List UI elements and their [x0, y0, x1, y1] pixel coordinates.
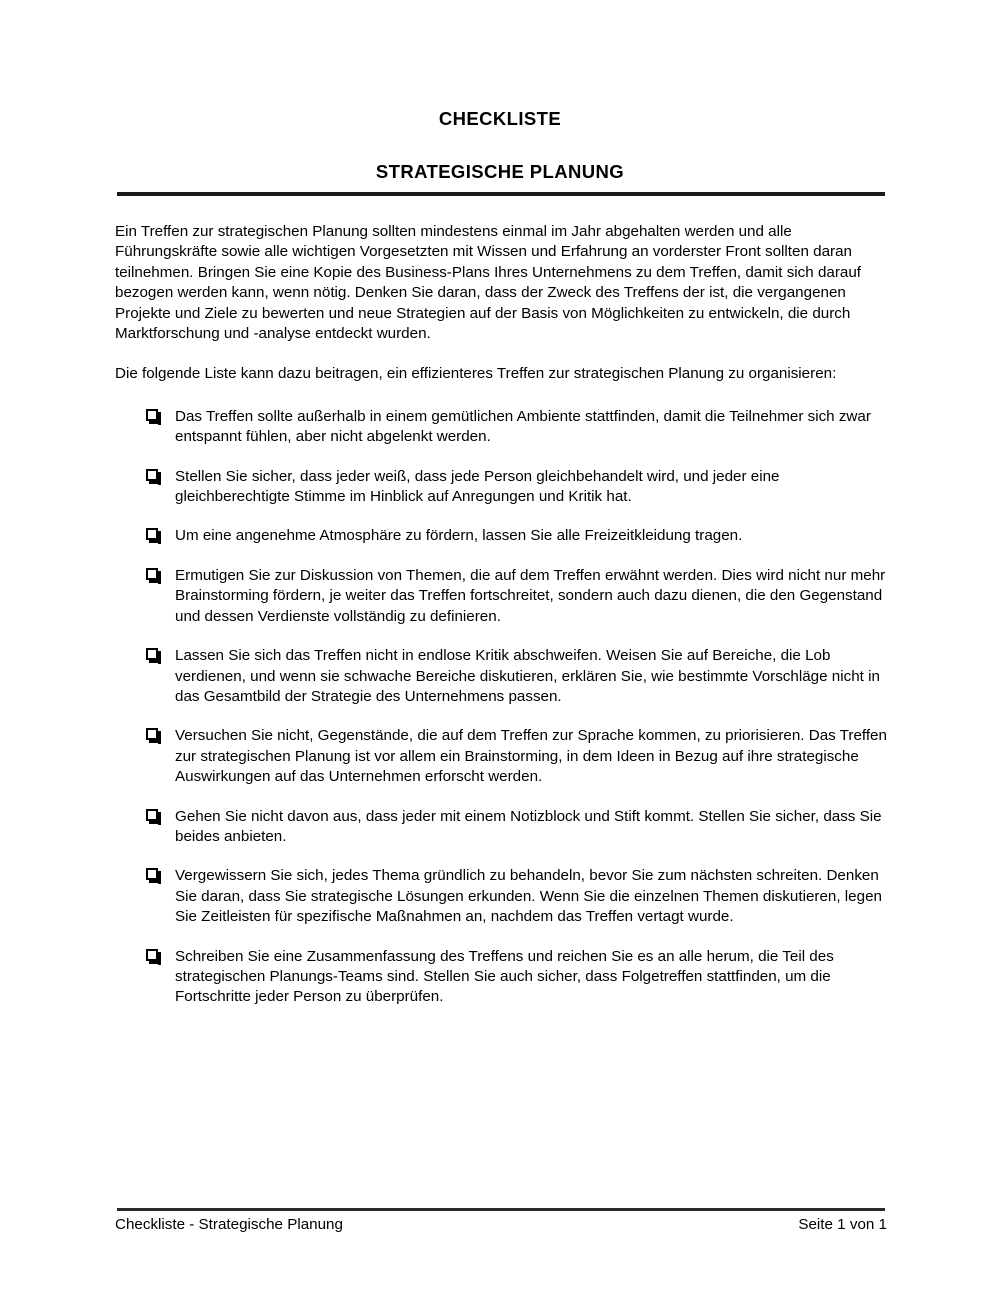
- document-title: CHECKLISTE: [438, 108, 562, 129]
- footer-divider: [117, 1208, 885, 1211]
- list-item[interactable]: [115, 807, 887, 848]
- list-item-label: Um eine angenehme Atmosphäre zu fördern, lassen Sie alle Freizeitkleidung tragen.: [175, 527, 743, 545]
- empty-checkbox-icon[interactable]: [146, 528, 162, 544]
- lead-in-paragraph: Die folgende Liste kann dazu beitragen, ein effizienteres Treffen zur strategischen Planung zu organisieren:: [115, 365, 837, 383]
- empty-checkbox-icon[interactable]: [146, 868, 162, 884]
- list-item-label: Ermutigen Sie zur Diskussion von Themen, die auf dem Treffen erwähnt werden. Dies wird nicht nur mehr Brainstorming fördern, je weiter das Treffen fortschreitet, sondern auch dazu dienen, die den Gegenstand und dessen Verdienste vollständig zu definieren.: [175, 566, 886, 625]
- list-item-label: Schreiben Sie eine Zusammenfassung des Treffens und reichen Sie es an alle herum, die Teil des strategischen Planungs-Teams sind. Stellen Sie auch sicher, dass Folgetreffen stattfinden, um die Fortschritte jeder Person zu überprüfen.: [175, 947, 834, 1006]
- list-item[interactable]: [115, 566, 887, 627]
- list-item-label: Lassen Sie sich das Treffen nicht in endlose Kritik abschweifen. Weisen Sie auf Bereiche, die Lob verdienen, und wenn sie schwache Bereiche diskutieren, erklären Sie, wie bestimmte Vorschläge nicht in das Gesamtbild der Strategie des Unternehmens passen.: [175, 647, 880, 705]
- header-divider: [117, 192, 885, 196]
- empty-checkbox-icon[interactable]: [146, 728, 162, 744]
- empty-checkbox-icon[interactable]: [146, 469, 162, 485]
- list-item-label: Gehen Sie nicht davon aus, dass jeder mit einem Notizblock und Stift kommt. Stellen Sie sicher, dass Sie beides anbieten.: [175, 807, 882, 845]
- empty-checkbox-icon[interactable]: [146, 809, 162, 825]
- list-item[interactable]: [115, 866, 887, 927]
- empty-checkbox-icon[interactable]: [146, 648, 162, 664]
- intro-paragraph: Ein Treffen zur strategischen Planung sollten mindestens einmal im Jahr abgehalten werden und alle Führungskräfte sowie alle wichtigen Vorgesetzten mit Wissen und Erfahrung an vorderster Front sollten daran teilnehmen. Bringen Sie eine Kopie des Business-Plans Ihres Unternehmens zu dem Treffen, damit sich darauf bezogen werden kann, wenn nötig. Denken Sie daran, dass der Zweck des Treffens der ist, die vergangenen Projekte und Ziele zu bewerten und neue Strategien auf der Basis von Möglichkeiten zu entwickeln, die durch Marktforschung und -analyse entdeckt wurden.: [115, 223, 862, 343]
- list-item-label: Versuchen Sie nicht, Gegenstände, die auf dem Treffen zur Sprache kommen, zu priorisieren. Das Treffen zur strategischen Planung ist vor allem ein Brainstorming, in dem Ideen in Bezug auf ihre strategische Auswirkungen auf das Unternehmen erforscht werden.: [175, 727, 887, 786]
- list-item-label: Vergewissern Sie sich, jedes Thema gründlich zu behandeln, bevor Sie zum nächsten schreiten. Denken Sie daran, dass Sie strategische Lösungen erkunden. Wenn Sie die einzelnen Themen diskutieren, legen Sie Zeitleisten für spezifische Maßnahmen an, nachdem das Treffen vertagt wurde.: [175, 867, 882, 926]
- document-header: [0, 108, 1000, 183]
- list-item-label: Das Treffen sollte außerhalb in einem gemütlichen Ambiente stattfinden, damit die Teilnehmer sich zwar entspannt fühlen, aber nicht abgelenkt werden.: [175, 407, 871, 446]
- list-item[interactable]: [115, 407, 887, 448]
- document-subtitle: STRATEGISCHE PLANUNG: [375, 161, 625, 183]
- empty-checkbox-icon[interactable]: [146, 949, 162, 965]
- empty-checkbox-icon[interactable]: [146, 568, 162, 584]
- footer-left-text: Checkliste - Strategische Planung: [115, 1216, 343, 1233]
- list-item[interactable]: [115, 726, 887, 787]
- list-item[interactable]: [115, 947, 887, 1008]
- list-item[interactable]: [115, 467, 887, 508]
- list-item-label: Stellen Sie sicher, dass jeder weiß, dass jede Person gleichbehandelt wird, und jeder eine gleichberechtigte Stimme im Hinblick auf Anregungen und Kritik hat.: [175, 467, 780, 506]
- list-item[interactable]: [115, 526, 887, 546]
- footer-page-number: Seite 1 von 1: [798, 1216, 887, 1233]
- document-body: [115, 222, 887, 1008]
- list-item[interactable]: [115, 646, 887, 707]
- checklist: [115, 407, 887, 1008]
- empty-checkbox-icon[interactable]: [146, 409, 162, 425]
- document-footer: [115, 1215, 887, 1235]
